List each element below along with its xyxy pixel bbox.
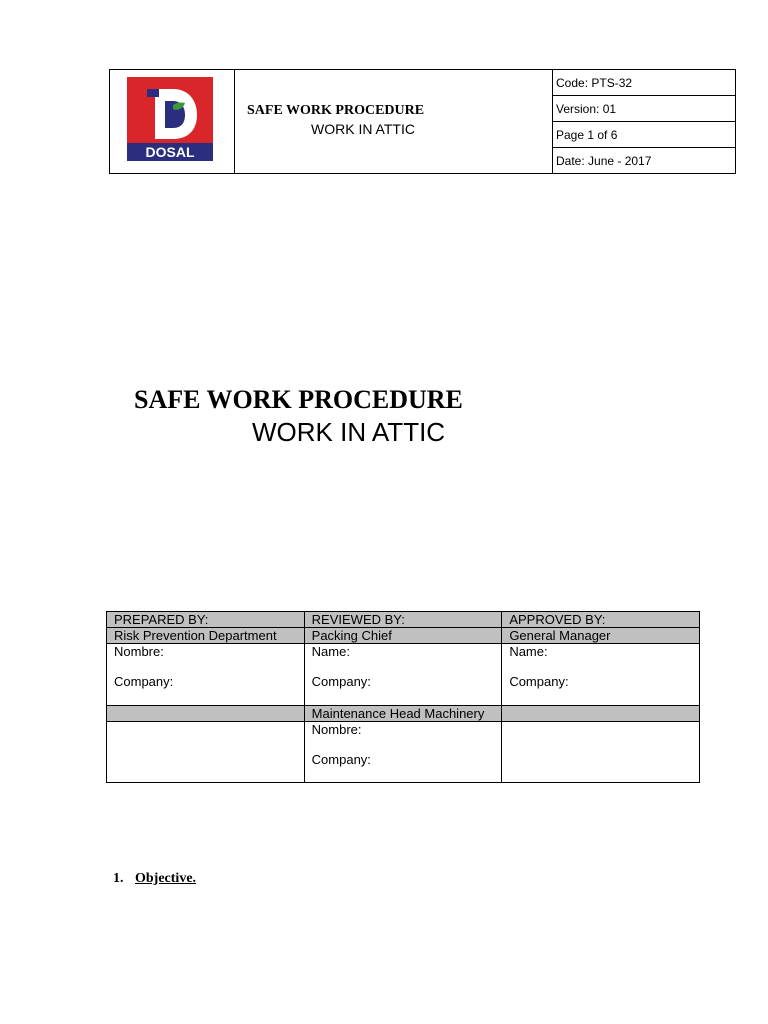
logo-cell: [110, 70, 235, 174]
document-header: [109, 69, 736, 174]
company-label: Company:: [509, 674, 569, 689]
header-title-cell: [235, 70, 553, 174]
header-subtitle: WORK IN ATTIC: [311, 121, 415, 137]
dosal-logo: [127, 77, 213, 161]
table-row: [107, 644, 700, 706]
maintenance-role: Maintenance Head Machinery: [304, 706, 502, 722]
section-title: Objective.: [135, 871, 197, 886]
table-row: [107, 722, 700, 783]
logo-text: DOSAL: [145, 144, 195, 160]
header-title: SAFE WORK PROCEDURE: [247, 103, 425, 118]
name-label: Nombre:: [114, 644, 164, 659]
table-row: [107, 612, 700, 628]
cover-title: SAFE WORK PROCEDURE: [134, 385, 463, 414]
maintenance-signature-cell: [304, 722, 502, 783]
signature-table: [106, 611, 700, 783]
section-heading: [113, 871, 196, 887]
company-label: Company:: [114, 674, 174, 689]
prepared-by-role: Risk Prevention Department: [107, 628, 305, 644]
company-label: Company:: [311, 674, 371, 689]
name-label: Name:: [311, 644, 350, 659]
prepared-by-signature-cell: [107, 644, 305, 706]
cover-subtitle: WORK IN ATTIC: [252, 417, 446, 447]
approved-by-signature-cell: [502, 644, 700, 706]
table-row: [107, 628, 700, 644]
prepared-by-header: PREPARED BY:: [107, 612, 305, 628]
approved-by-header: APPROVED BY:: [502, 612, 700, 628]
reviewed-by-signature-cell: [304, 644, 502, 706]
empty-cell: [107, 722, 305, 783]
section-number: 1.: [113, 871, 124, 886]
doc-date: Date: June - 2017: [553, 148, 736, 174]
table-row: [107, 706, 700, 722]
doc-version: Version: 01: [553, 96, 736, 122]
empty-cell: [502, 722, 700, 783]
doc-page: Page 1 of 6: [553, 122, 736, 148]
empty-cell: [107, 706, 305, 722]
reviewed-by-header: REVIEWED BY:: [304, 612, 502, 628]
reviewed-by-role: Packing Chief: [304, 628, 502, 644]
name-label: Nombre:: [311, 722, 362, 737]
company-label: Company:: [311, 752, 371, 767]
approved-by-role: General Manager: [502, 628, 700, 644]
name-label: Name:: [509, 644, 548, 659]
doc-code: Code: PTS-32: [553, 70, 736, 96]
empty-cell: [502, 706, 700, 722]
